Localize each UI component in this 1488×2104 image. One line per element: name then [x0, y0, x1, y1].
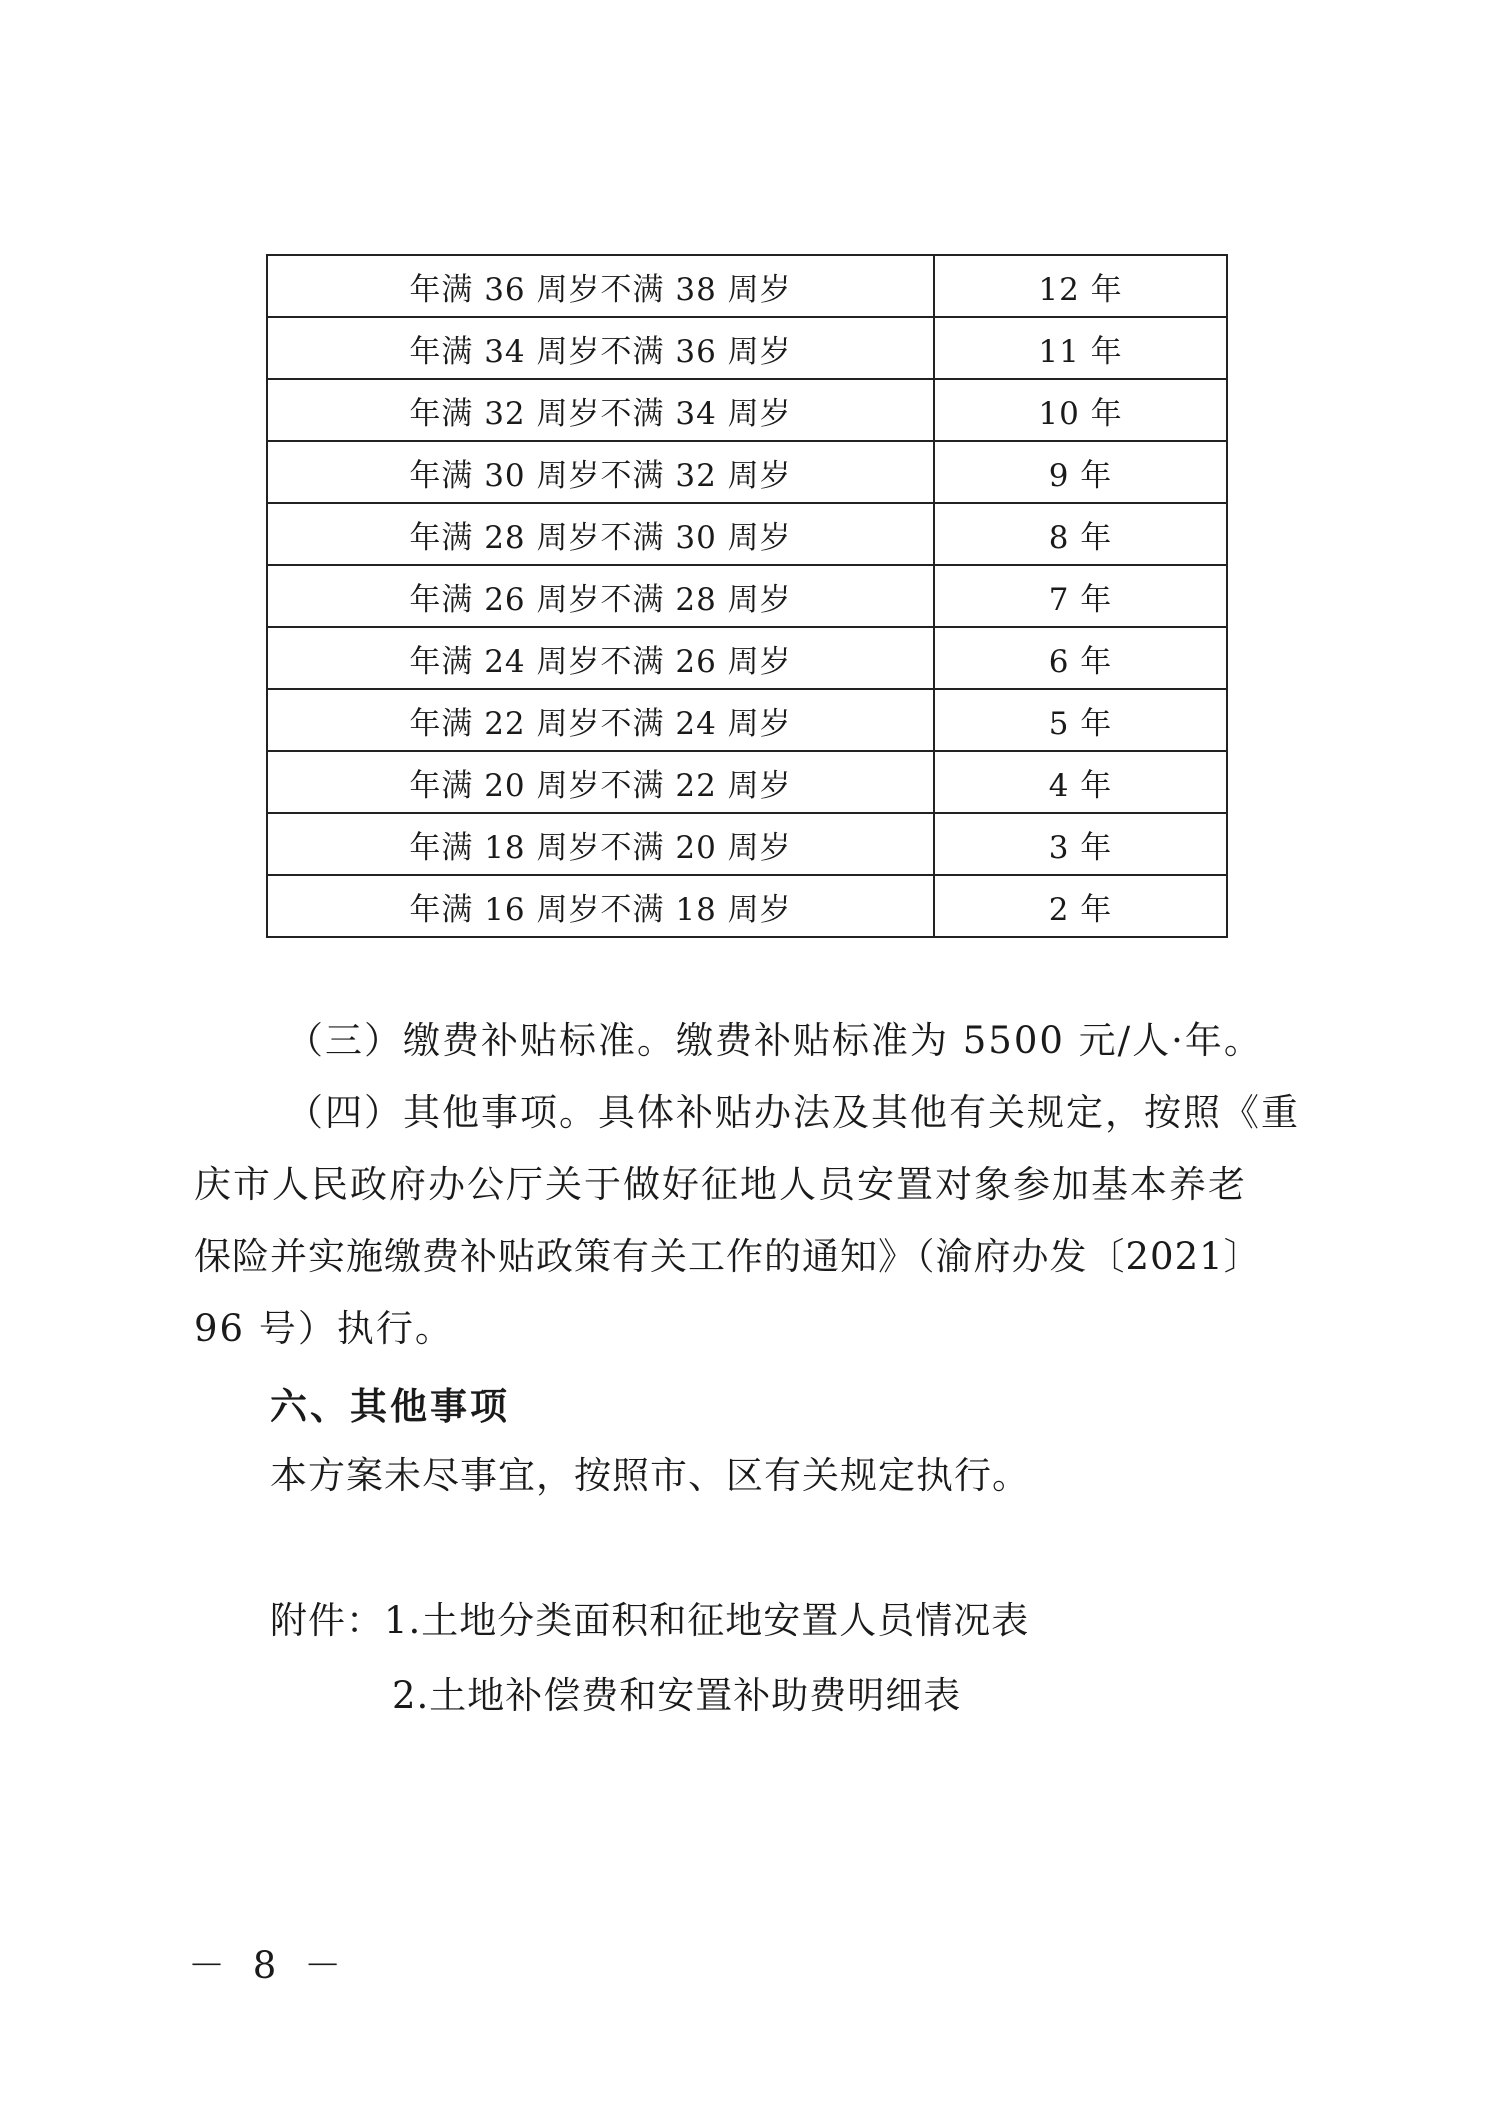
- section4-line1: （四）其他事项。具体补贴办法及其他有关规定，按照《重: [286, 1091, 1300, 1134]
- table-row: [267, 255, 1227, 317]
- years-cell: 12 年: [934, 255, 1227, 317]
- section3-paragraph: （三）缴费补贴标准。缴费补贴标准为 5500 元/人·年。: [286, 1019, 1263, 1062]
- age-range-cell: 年满 36 周岁不满 38 周岁: [267, 255, 934, 317]
- years-cell: 6 年: [934, 627, 1227, 689]
- age-years-table: [266, 254, 1228, 938]
- age-range-cell: 年满 18 周岁不满 20 周岁: [267, 813, 934, 875]
- table-row: [267, 627, 1227, 689]
- years-cell: 4 年: [934, 751, 1227, 813]
- years-cell: 5 年: [934, 689, 1227, 751]
- attachment-item-2: 2.土地补偿费和安置补助费明细表: [392, 1674, 962, 1717]
- table-row: [267, 317, 1227, 379]
- table-row: [267, 503, 1227, 565]
- years-cell: 11 年: [934, 317, 1227, 379]
- table-row: [267, 751, 1227, 813]
- age-range-cell: 年满 20 周岁不满 22 周岁: [267, 751, 934, 813]
- page-number: － 8 －: [188, 1944, 350, 1987]
- section6-heading: 六、其他事项: [270, 1385, 510, 1428]
- age-range-cell: 年满 30 周岁不满 32 周岁: [267, 441, 934, 503]
- years-cell: 9 年: [934, 441, 1227, 503]
- age-range-cell: 年满 32 周岁不满 34 周岁: [267, 379, 934, 441]
- age-range-cell: 年满 22 周岁不满 24 周岁: [267, 689, 934, 751]
- years-cell: 2 年: [934, 875, 1227, 937]
- age-table-body: [267, 255, 1227, 937]
- age-range-cell: 年满 16 周岁不满 18 周岁: [267, 875, 934, 937]
- table-row: [267, 441, 1227, 503]
- table-row: [267, 875, 1227, 937]
- table-row: [267, 379, 1227, 441]
- table-row: [267, 813, 1227, 875]
- section4-line2: 庆市人民政府办公厅关于做好征地人员安置对象参加基本养老: [194, 1163, 1247, 1206]
- section6-paragraph: 本方案未尽事宜，按照市、区有关规定执行。: [270, 1454, 1030, 1497]
- years-cell: 10 年: [934, 379, 1227, 441]
- section4-line3: 保险并实施缴费补贴政策有关工作的通知》（渝府办发〔2021〕: [194, 1235, 1262, 1278]
- table-row: [267, 689, 1227, 751]
- years-cell: 8 年: [934, 503, 1227, 565]
- table-row: [267, 565, 1227, 627]
- attachment-item-1: 附件：1.土地分类面积和征地安置人员情况表: [270, 1599, 1030, 1642]
- age-range-cell: 年满 28 周岁不满 30 周岁: [267, 503, 934, 565]
- age-range-cell: 年满 26 周岁不满 28 周岁: [267, 565, 934, 627]
- years-cell: 3 年: [934, 813, 1227, 875]
- section4-line4: 96 号）执行。: [194, 1307, 454, 1350]
- age-range-cell: 年满 24 周岁不满 26 周岁: [267, 627, 934, 689]
- years-cell: 7 年: [934, 565, 1227, 627]
- age-range-cell: 年满 34 周岁不满 36 周岁: [267, 317, 934, 379]
